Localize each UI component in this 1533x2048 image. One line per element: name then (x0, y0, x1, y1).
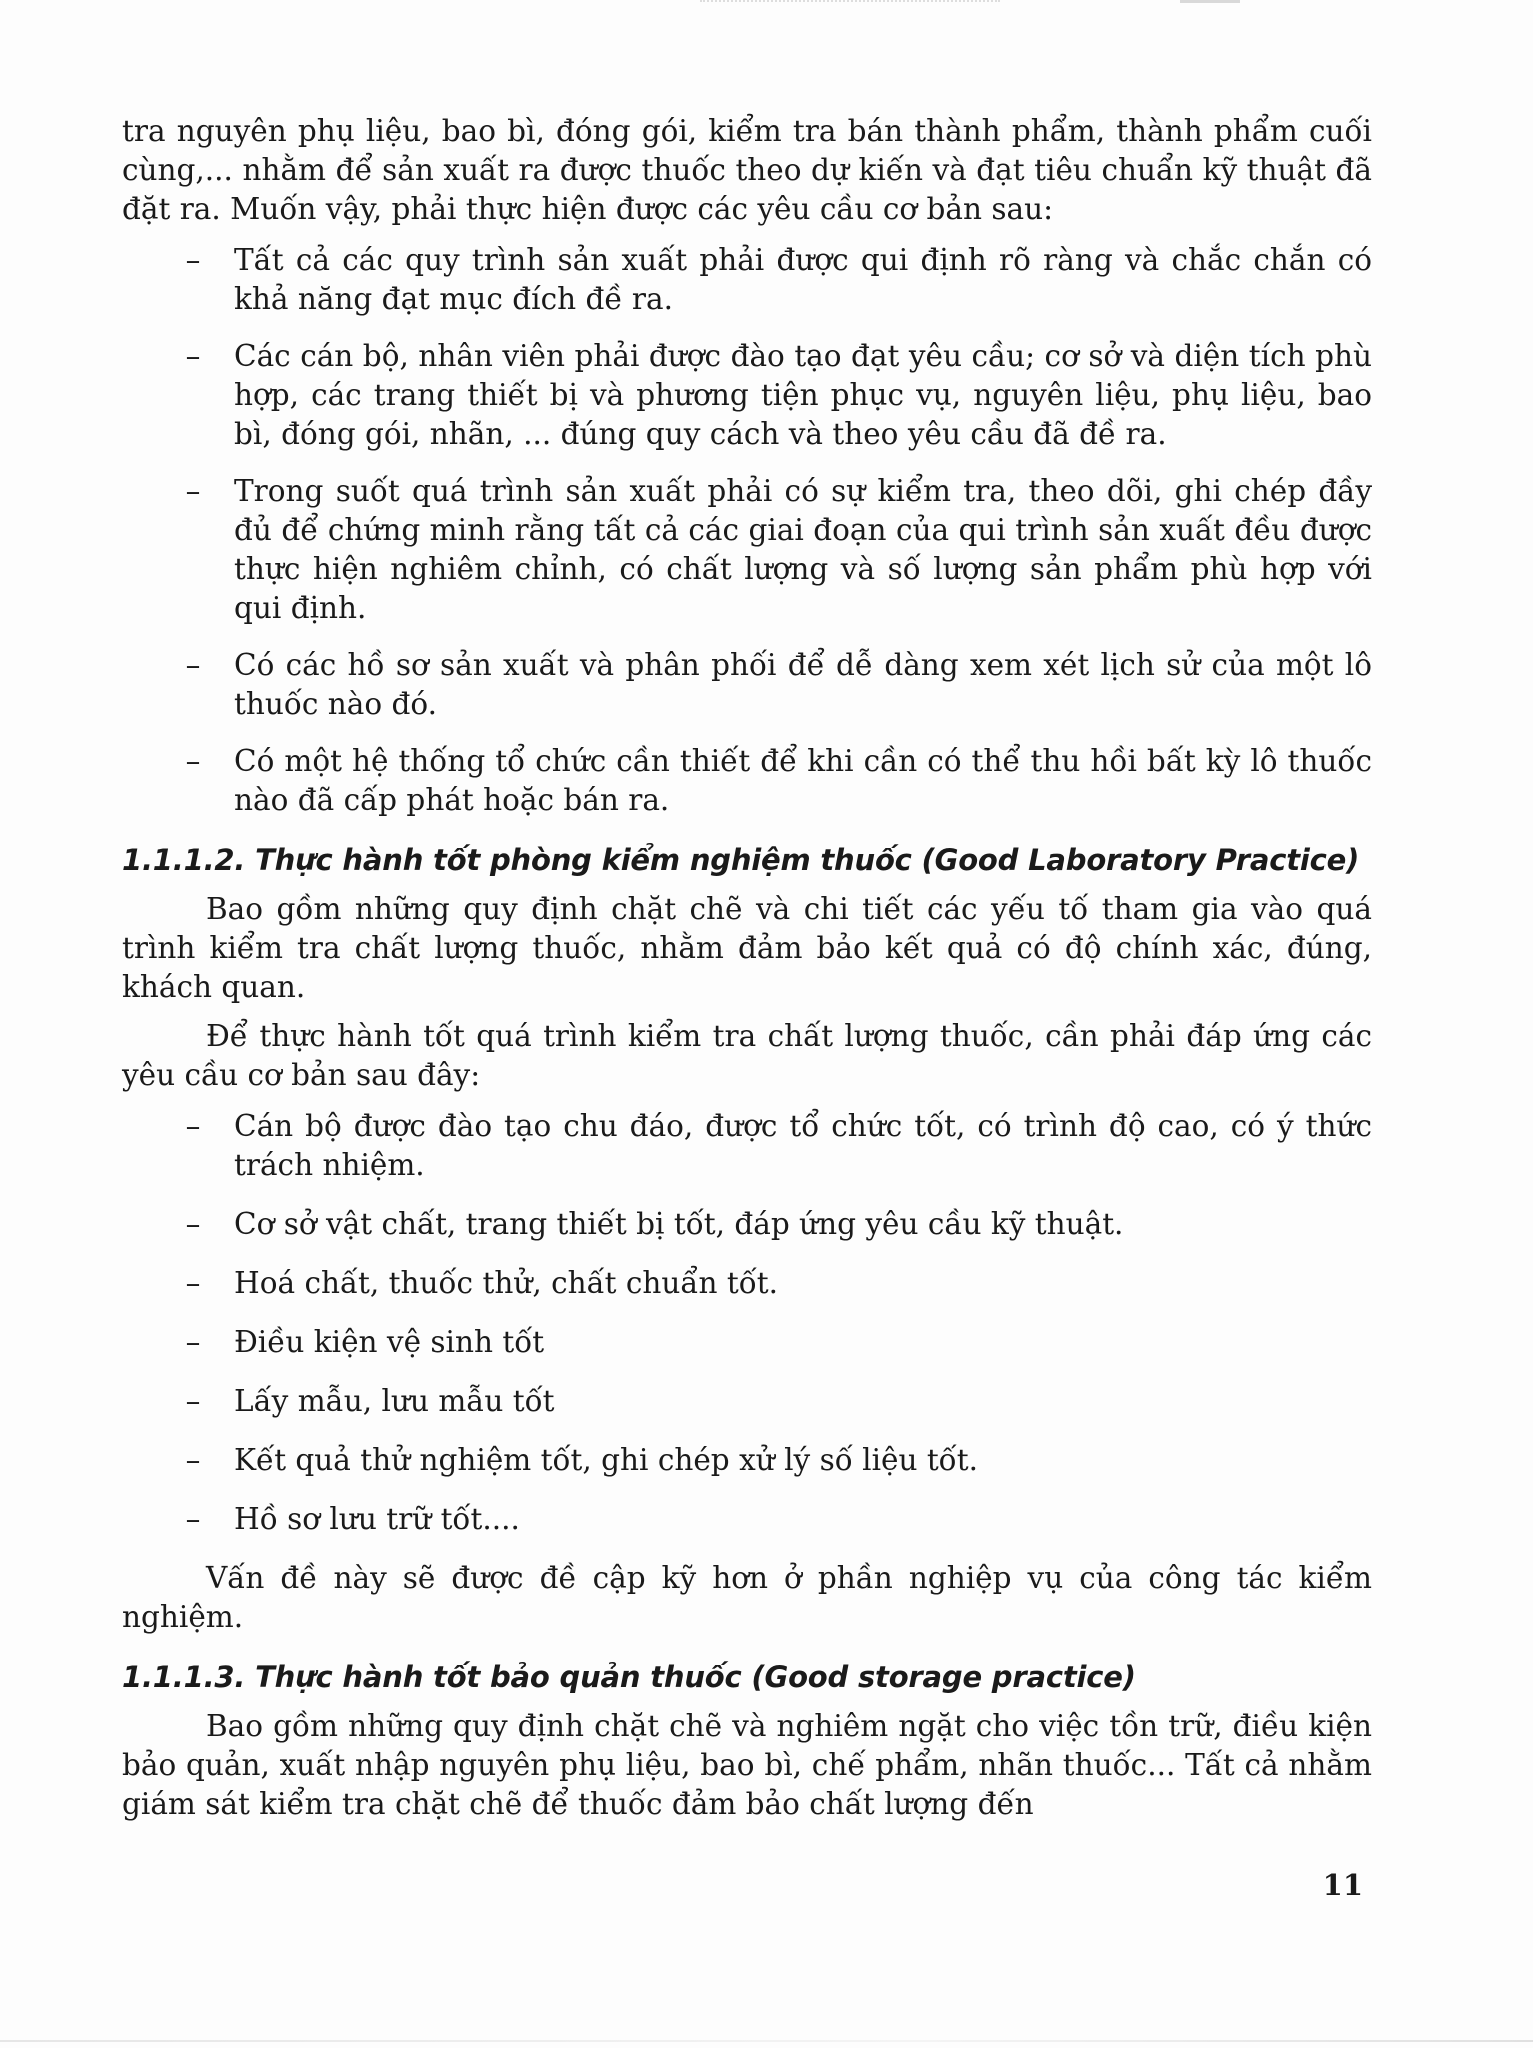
list-item (122, 1323, 1372, 1362)
page-content (122, 112, 1372, 1824)
list-item (122, 1107, 1372, 1185)
list-item (122, 1382, 1372, 1421)
list-item-text: Cán bộ được đào tạo chu đáo, được tổ chức tốt, có trình độ cao, có ý thức trách nhiệm. (234, 1109, 1372, 1182)
dash-bullet: – (185, 1443, 201, 1477)
list-item (122, 1500, 1372, 1539)
list-item-text: Hoá chất, thuốc thử, chất chuẩn tốt. (234, 1266, 779, 1300)
list-item-text: Cơ sở vật chất, trang thiết bị tốt, đáp ứng yêu cầu kỹ thuật. (234, 1207, 1124, 1241)
gsp-paragraph-1: Bao gồm những quy định chặt chẽ và nghiêm ngặt cho việc tồn trữ, điều kiện bảo quản, xuất nhập nguyên phụ liệu, bao bì, chế phẩm, nhãn thuốc... Tất cả nhằm giám sát kiểm tra chặt chẽ để thuốc đảm bảo chất lượng đến (122, 1709, 1372, 1821)
dash-bullet: – (185, 1109, 201, 1143)
list-item-text: Các cán bộ, nhân viên phải được đào tạo đạt yêu cầu; cơ sở và diện tích phù hợp, các trang thiết bị và phương tiện phục vụ, nguyên liệu, phụ liệu, bao bì, đóng gói, nhãn, ... đúng quy cách và theo yêu cầu đã đề ra. (234, 339, 1372, 451)
section-heading-gsp: 1.1.1.3. Thực hành tốt bảo quản thuốc (Good storage practice) (122, 1660, 1136, 1694)
dash-bullet: – (185, 744, 201, 778)
list-item (122, 337, 1372, 454)
list-item (122, 742, 1372, 820)
requirements-list (122, 241, 1372, 820)
list-item-text: Có một hệ thống tổ chức cần thiết để khi cần có thể thu hồi bất kỳ lô thuốc nào đã cấp phát hoặc bán ra. (234, 744, 1372, 817)
scan-artifact (700, 0, 1000, 10)
dash-bullet: – (185, 648, 201, 682)
list-item (122, 646, 1372, 724)
dash-bullet: – (185, 339, 201, 373)
list-item (122, 472, 1372, 628)
intro-paragraph: tra nguyên phụ liệu, bao bì, đóng gói, kiểm tra bán thành phẩm, thành phẩm cuối cùng,... nhằm để sản xuất ra được thuốc theo dự kiến và đạt tiêu chuẩn kỹ thuật đã đặt ra. Muốn vậy, phải thực hiện được các yêu cầu cơ bản sau: (122, 114, 1372, 226)
section-heading-glp: 1.1.1.2. Thực hành tốt phòng kiểm nghiệm thuốc (Good Laboratory Practice) (122, 843, 1360, 877)
dash-bullet: – (185, 474, 201, 508)
list-item-text: Kết quả thử nghiệm tốt, ghi chép xử lý số liệu tốt. (234, 1443, 978, 1477)
dash-bullet: – (185, 1325, 201, 1359)
glp-closing: Vấn đề này sẽ được đề cập kỹ hơn ở phần nghiệp vụ của công tác kiểm nghiệm. (122, 1561, 1372, 1634)
dash-bullet: – (185, 1266, 201, 1300)
scan-edge (0, 2040, 1533, 2042)
dash-bullet: – (185, 243, 201, 277)
list-item-text: Có các hồ sơ sản xuất và phân phối để dễ dàng xem xét lịch sử của một lô thuốc nào đó. (234, 648, 1372, 721)
glp-paragraph-2: Để thực hành tốt quá trình kiểm tra chất lượng thuốc, cần phải đáp ứng các yêu cầu cơ bản sau đây: (122, 1019, 1372, 1092)
list-item-text: Lấy mẫu, lưu mẫu tốt (234, 1384, 555, 1418)
list-item (122, 1205, 1372, 1244)
page-number: 11 (1322, 1868, 1363, 1902)
glp-paragraph-1: Bao gồm những quy định chặt chẽ và chi tiết các yếu tố tham gia vào quá trình kiểm tra chất lượng thuốc, nhằm đảm bảo kết quả có độ chính xác, đúng, khách quan. (122, 892, 1372, 1004)
list-item-text: Tất cả các quy trình sản xuất phải được qui định rõ ràng và chắc chắn có khả năng đạt mục đích đề ra. (234, 243, 1372, 316)
list-item (122, 1441, 1372, 1480)
dash-bullet: – (185, 1207, 201, 1241)
dash-bullet: – (185, 1502, 201, 1536)
dash-bullet: – (185, 1384, 201, 1418)
list-item-text: Hồ sơ lưu trữ tốt.... (234, 1502, 520, 1536)
list-item-text: Điều kiện vệ sinh tốt (234, 1325, 545, 1359)
list-item (122, 241, 1372, 319)
list-item-text: Trong suốt quá trình sản xuất phải có sự kiểm tra, theo dõi, ghi chép đầy đủ để chứng minh rằng tất cả các giai đoạn của qui trình sản xuất đều được thực hiện nghiêm chỉnh, có chất lượng và số lượng sản phẩm phù hợp với qui định. (234, 474, 1372, 625)
scan-artifact (1180, 0, 1240, 11)
glp-requirements-list (122, 1107, 1372, 1539)
list-item (122, 1264, 1372, 1303)
